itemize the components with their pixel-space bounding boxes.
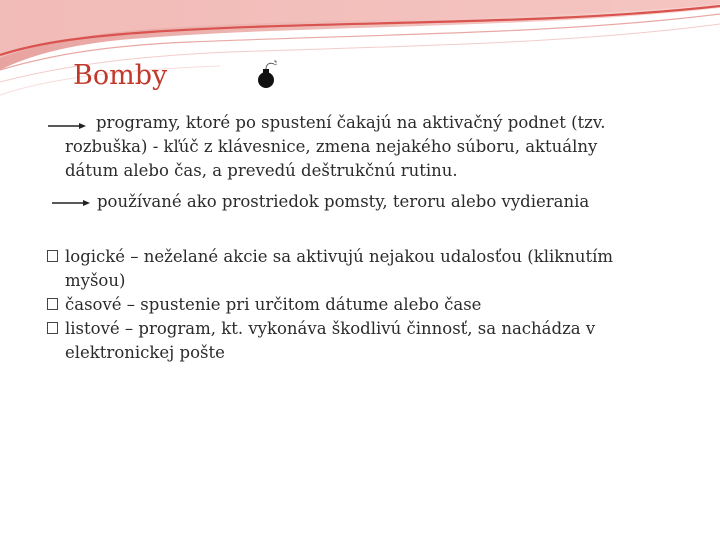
arrow-right-icon [52, 198, 90, 208]
box-bullet-icon [47, 322, 58, 334]
bomb-types-list [47, 245, 667, 365]
list-item-text: logické – neželané akcie sa aktivujú nejakou udalosťou (kliknutím myšou) [65, 247, 614, 290]
list-item-text: časové – spustenie pri určitom dátume alebo čase [65, 295, 482, 314]
slide-title: Bomby [73, 60, 168, 91]
list-item [47, 317, 667, 365]
box-bullet-icon [47, 298, 58, 310]
box-bullet-icon [47, 250, 58, 262]
list-item-text: listové – program, kt. vykonáva škodlivú činnosť, sa nachádza v elektronickej pošte [65, 319, 596, 362]
intro-paragraph-1: programy, ktoré po spustení čakajú na aktivačný podnet (tzv. rozbuška) - kľúč z klávesnice, zmena nejakého súboru, aktuálny dátum alebo čas, a prevedú deštrukčnú rutinu. [65, 113, 606, 180]
bomb-icon [252, 54, 292, 94]
list-item [47, 293, 667, 317]
list-item [47, 245, 667, 293]
intro-paragraph-2: používané ako prostriedok pomsty, teroru alebo vydierania [97, 192, 590, 211]
header-swoosh-decoration [0, 0, 720, 110]
